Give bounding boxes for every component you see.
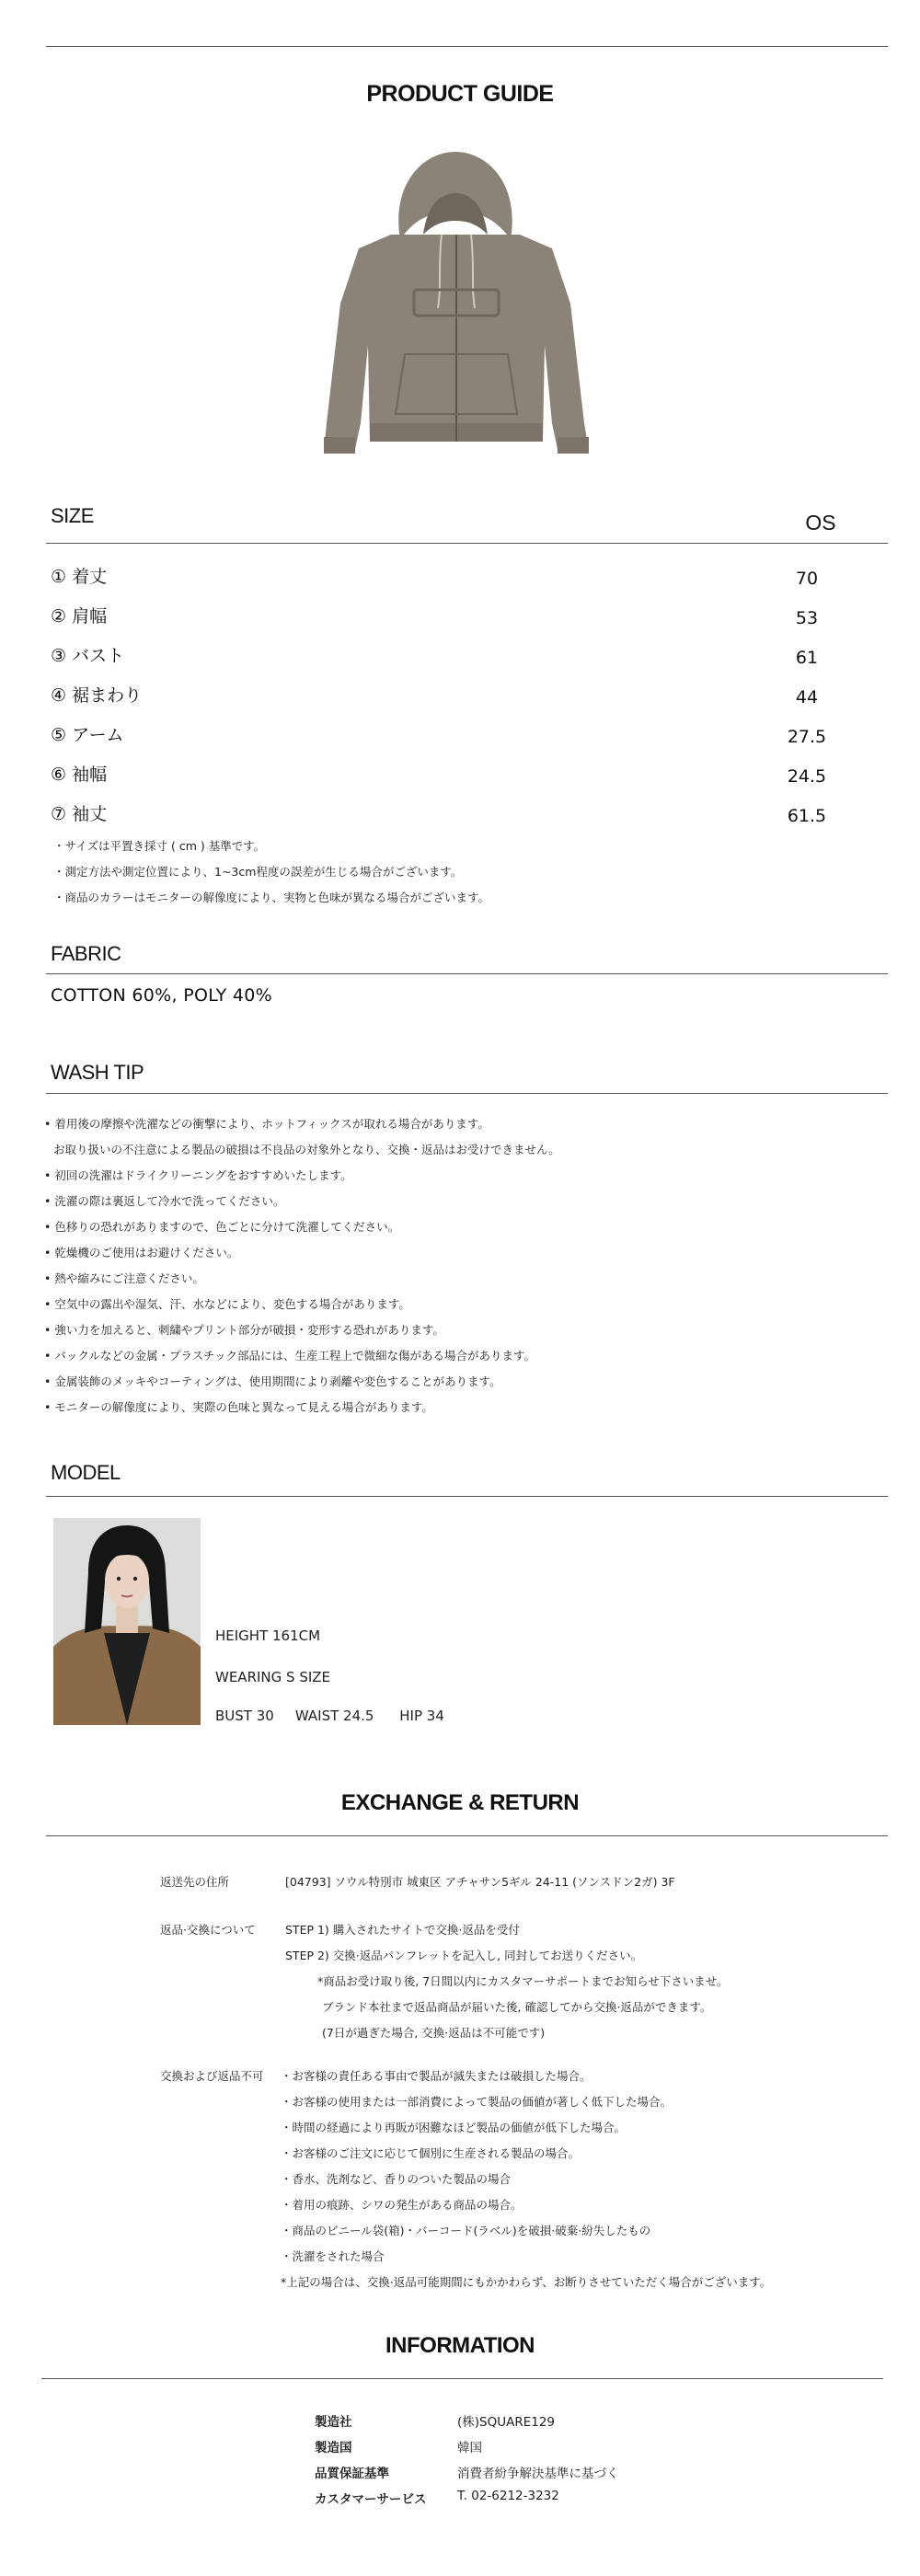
info-value-manufacturer: (株)SQUARE129: [457, 2415, 556, 2430]
info-value-quality: 消費者紛争解決基準に基づく: [457, 2467, 619, 2481]
size-row: [51, 721, 888, 749]
size-note: ・商品のカラーはモニターの解像度により、実物と色味が異なる場合がございます。: [53, 891, 490, 904]
return-process-line: STEP 1) 購入されたサイトで交換·返品を受付: [285, 1923, 520, 1937]
size-column-header: OS: [805, 511, 836, 535]
wash-tip-line: • モニターの解像度により、実際の色味と異なって見える場合があります。: [44, 1400, 433, 1414]
size-label: ② 肩幅: [51, 606, 108, 627]
size-row: [51, 563, 888, 591]
return-process-label: 返品·交換について: [160, 1923, 256, 1937]
information-title: INFORMATION: [385, 2333, 535, 2358]
size-value: 70: [795, 569, 819, 589]
nonreturn-line: ・お客様の使用または一部消費によって製品の価値が著しく低下した場合。: [281, 2095, 673, 2109]
size-divider: [46, 543, 888, 544]
return-process-line: STEP 2) 交換·返品パンフレットを記入し, 同封してお送りください。: [285, 1949, 643, 1962]
model-hip: HIP 34: [399, 1708, 444, 1724]
model-wearing-size: WEARING S SIZE: [215, 1669, 331, 1685]
return-address-label: 返送先の住所: [160, 1875, 230, 1889]
info-value-country: 韓国: [457, 2441, 482, 2455]
info-label-manufacturer: 製造社: [315, 2415, 352, 2430]
exchange-return-title: EXCHANGE & RETURN: [340, 1790, 580, 1815]
exchange-divider: [46, 1835, 888, 1836]
size-label: ③ バスト: [51, 646, 125, 666]
size-value: 61.5: [787, 806, 827, 826]
fabric-composition: COTTON 60%, POLY 40%: [51, 985, 272, 1006]
wash-tip-section-title: WASH TIP: [51, 1061, 144, 1084]
nonreturn-line: ・着用の痕跡、シワの発生がある商品の場合。: [281, 2198, 523, 2212]
wash-tip-line: • 洗濯の際は裏返して冷水で洗ってください。: [44, 1194, 285, 1208]
product-guide-title: PRODUCT GUIDE: [366, 81, 554, 107]
nonreturn-line: ・お客様の責任ある事由で製品が滅失または破損した場合。: [281, 2069, 592, 2083]
wash-tip-line: • 金属装飾のメッキやコーティングは、使用期間により剥離や変色することがあります。: [44, 1374, 501, 1388]
wash-tip-divider: [46, 1093, 888, 1094]
size-row: [51, 682, 888, 709]
model-photo: [53, 1518, 201, 1725]
return-process-line: *商品お受け取り後, 7日間以内にカスタマーサポートまでお知らせ下さいませ。: [317, 1974, 729, 1988]
size-row: [51, 761, 888, 788]
wash-tip-line: • 乾燥機のご使用はお避けください。: [44, 1246, 239, 1259]
nonreturn-line: ・洗濯をされた場合: [281, 2249, 385, 2263]
size-label: ⑥ 袖幅: [51, 765, 108, 785]
wash-tip-line: • 初回の洗濯はドライクリーニングをおすすめいたします。: [44, 1168, 352, 1182]
size-value: 61: [795, 648, 819, 668]
wash-tip-line: • 熱や縮みにご注意ください。: [44, 1271, 204, 1285]
size-label: ① 着丈: [51, 567, 108, 587]
size-label: ⑦ 袖丈: [51, 804, 108, 824]
model-divider: [46, 1496, 888, 1497]
fabric-divider: [46, 973, 888, 974]
size-label: ④ 裾まわり: [51, 685, 143, 706]
info-value-customer-service: T. 02-6212-3232: [457, 2489, 559, 2503]
nonreturn-line: ・香水、洗剤など、香りのついた製品の場合: [281, 2172, 512, 2186]
nonreturn-label: 交換および返品不可: [160, 2069, 264, 2083]
size-row: [51, 800, 888, 828]
return-process-line: (7日が過ぎた場合, 交換·返品は不可能です): [322, 2026, 546, 2040]
hoodie-product-image: [304, 147, 607, 465]
nonreturn-line: ・時間の経過により再販が困難なほど製品の価値が低下した場合。: [281, 2121, 627, 2134]
size-note: ・サイズは平置き採寸 ( cm ) 基準です。: [53, 839, 266, 853]
nonreturn-line: ・お客様のご注文に応じて個別に生産される製品の場合。: [281, 2146, 581, 2160]
wash-tip-line: • 強い力を加えると、刺繍やプリント部分が破損・変形する恐れがあります。: [44, 1323, 444, 1337]
model-waist: WAIST 24.5: [294, 1708, 374, 1724]
size-value: 27.5: [787, 727, 827, 747]
nonreturn-disclaimer: *上記の場合は、交換·返品可能期間にもかかわらず、お断りさせていただく場合がございます。: [281, 2275, 772, 2289]
wash-tip-line: • 空気中の露出や湿気、汗、水などにより、変色する場合があります。: [44, 1297, 410, 1311]
model-section-title: MODEL: [51, 1461, 121, 1484]
info-label-quality: 品質保証基準: [315, 2467, 389, 2481]
size-section-title: SIZE: [51, 504, 94, 527]
wash-tip-line: • 色移りの恐れがありますので、色ごとに分けて洗濯してください。: [44, 1220, 400, 1234]
return-address: [04793] ソウル特別市 城東区 アチャサン5ギル 24-11 (ソンスドン2ガ) 3F: [285, 1875, 675, 1889]
size-note: ・測定方法や測定位置により、1~3cm程度の誤差が生じる場合がございます。: [53, 865, 463, 879]
size-value: 44: [795, 687, 819, 707]
information-divider: [41, 2378, 883, 2379]
model-bust: BUST 30: [215, 1708, 274, 1724]
nonreturn-line: ・商品のビニール袋(箱)・バーコード(ラベル)を破損·破棄·紛失したもの: [281, 2224, 651, 2237]
wash-tip-line: • 着用後の摩擦や洗濯などの衝撃により、ホットフィックスが取れる場合があります。: [44, 1117, 489, 1131]
top-divider: [46, 46, 888, 47]
model-height: HEIGHT 161CM: [215, 1627, 321, 1644]
fabric-section-title: FABRIC: [51, 942, 121, 965]
return-process-line: ブランド本社まで返品商品が届いた後, 確認してから交換·返品ができます。: [322, 2000, 712, 2014]
info-label-customer-service: カスタマーサービス: [315, 2492, 427, 2507]
wash-tip-line: お取り扱いの不注意による製品の破損は不良品の対象外となり、交換・返品はお受けできません。: [53, 1143, 560, 1156]
info-label-country: 製造国: [315, 2441, 352, 2455]
model-measurements: [215, 1708, 448, 1724]
size-value: 24.5: [787, 766, 827, 787]
size-label: ⑤ アーム: [51, 725, 124, 745]
size-value: 53: [795, 608, 819, 628]
size-row: [51, 642, 888, 670]
size-row: [51, 603, 888, 630]
wash-tip-line: • バックルなどの金属・プラスチック部品には、生産工程上で微細な傷がある場合があります。: [44, 1349, 535, 1363]
